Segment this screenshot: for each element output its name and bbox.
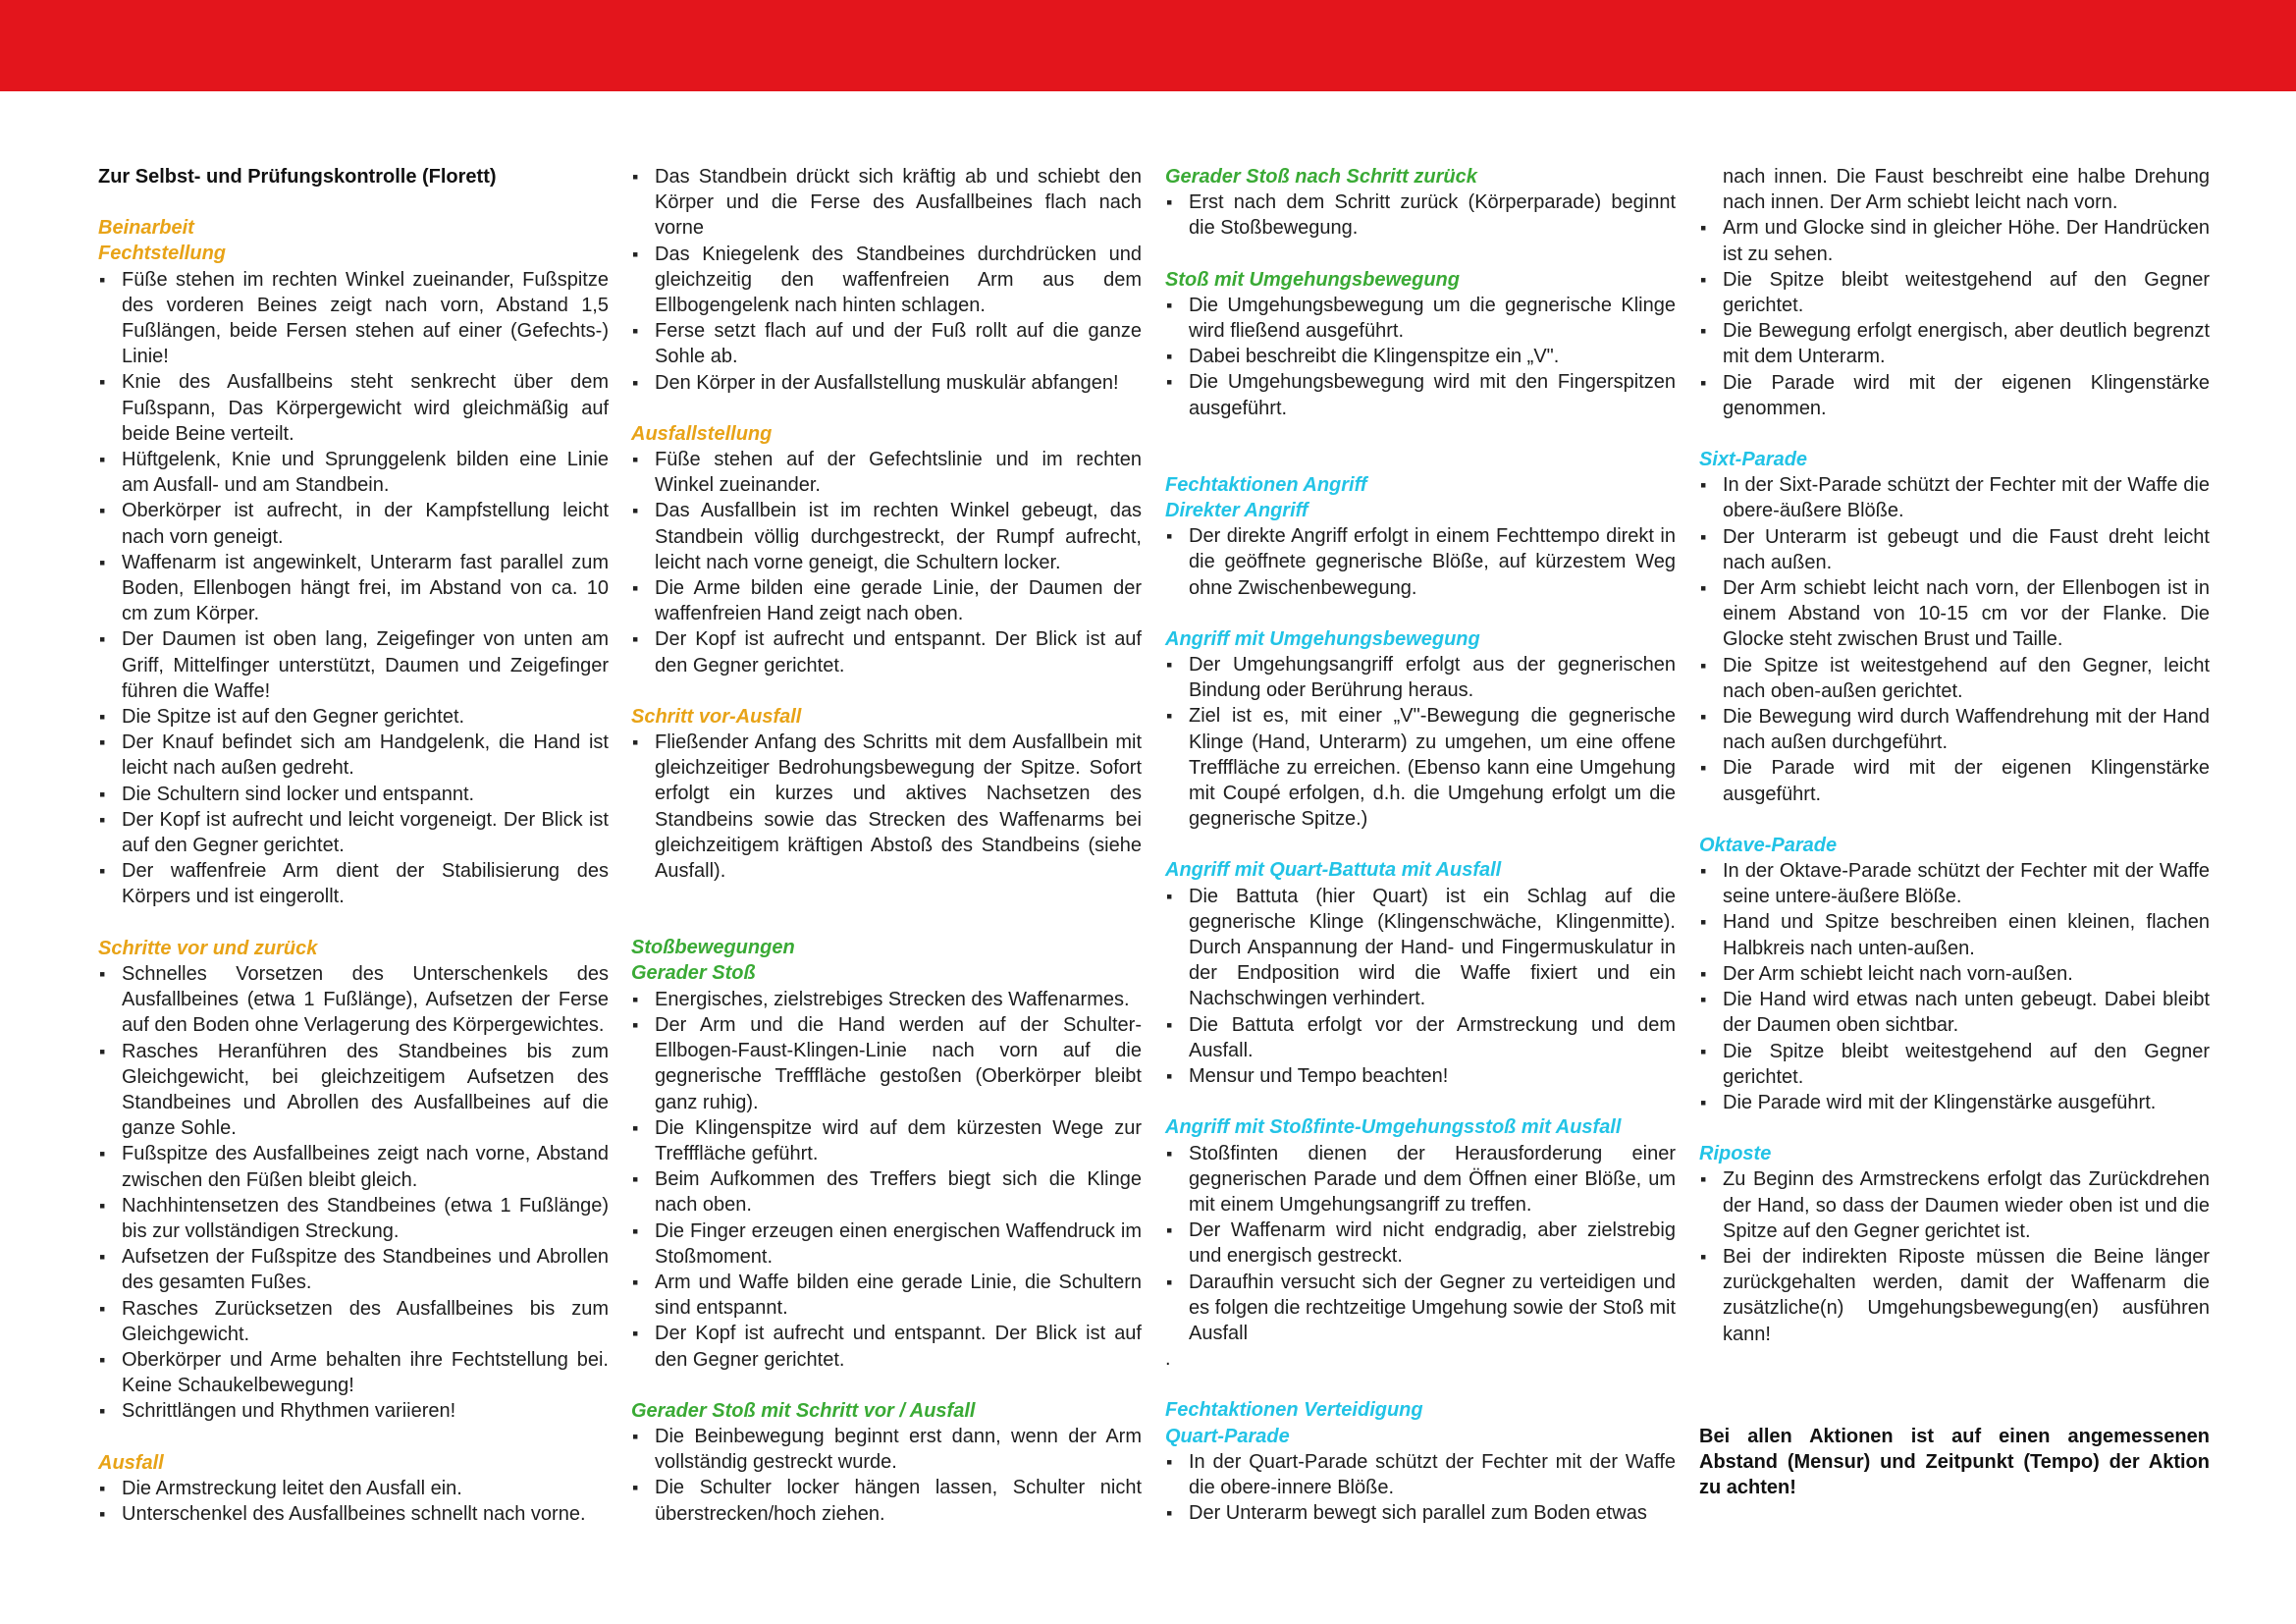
list-ausfall bbox=[98, 1476, 609, 1527]
list-item: ▪ Den Körper in der Ausfallstellung muskulär abfangen! bbox=[631, 370, 1142, 396]
list-item: ▪ Der Unterarm ist gebeugt und die Faust dreht leicht nach außen. bbox=[1699, 524, 2210, 575]
list-item: ▪ Rasches Heranführen des Standbeines bis zum Gleichgewicht, bei gleichzeitigem Aufsetzen des Standbeines und Abrollen des Ausfallbeines auf die ganze Sohle. bbox=[98, 1039, 609, 1142]
heading-beinarbeit: Beinarbeit bbox=[98, 217, 194, 240]
list-item: ▪ Arm und Waffe bilden eine gerade Linie, die Schultern sind entspannt. bbox=[631, 1270, 1142, 1321]
list-item: ▪ Die Umgehungsbewegung um die gegnerische Klinge wird fließend ausgeführt. bbox=[1165, 293, 1676, 344]
list-quart-parade-more bbox=[1699, 215, 2210, 421]
list-fechtstellung bbox=[98, 267, 609, 910]
list-item: ▪ Schrittlängen und Rhythmen variieren! bbox=[98, 1398, 609, 1424]
list-item: ▪ Erst nach dem Schritt zurück (Körperparade) beginnt die Stoßbewegung. bbox=[1165, 189, 1676, 241]
heading-ausfallstellung: Ausfallstellung bbox=[631, 422, 773, 445]
list-item: ▪ Zu Beginn des Armstreckens erfolgt das Zurückdrehen der Hand, so dass der Daumen wieder oben ist und die Spitze auf den Gegner gerichtet ist. bbox=[1699, 1166, 2210, 1244]
list-item: ▪ Energisches, zielstrebiges Strecken des Waffenarmes. bbox=[631, 987, 1142, 1012]
list-item: ▪ Schnelles Vorsetzen des Unterschenkels des Ausfallbeines (etwa 1 Fußlänge), Aufsetzen der Ferse auf den Boden ohne Verlagerung des Körpergewichtes. bbox=[98, 961, 609, 1039]
heading-gerader-stoss-schritt-vor: Gerader Stoß mit Schritt vor / Ausfall bbox=[631, 1399, 976, 1422]
list-item: ▪ Der Kopf ist aufrecht und leicht vorgeneigt. Der Blick ist auf den Gegner gerichtet. bbox=[98, 807, 609, 858]
list-item: ▪ Daraufhin versucht sich der Gegner zu verteidigen und es folgen die rechtzeitige Umgehung sowie der Stoß mit Ausfall bbox=[1165, 1270, 1676, 1347]
heading-direkter-angriff: Direkter Angriff bbox=[1165, 500, 1308, 522]
list-oktave-parade bbox=[1699, 858, 2210, 1115]
top-red-bar bbox=[0, 0, 2296, 91]
list-schritte bbox=[98, 961, 609, 1425]
list-item: ▪ Der Umgehungsangriff erfolgt aus der gegnerischen Bindung oder Berührung heraus. bbox=[1165, 652, 1676, 703]
list-item: ▪ Die Parade wird mit der eigenen Klingenstärke genommen. bbox=[1699, 370, 2210, 421]
list-item: ▪ In der Oktave-Parade schützt der Fechter mit der Waffe seine untere-äußere Blöße. bbox=[1699, 858, 2210, 909]
list-angriff-umgehung bbox=[1165, 652, 1676, 832]
list-stossfinte bbox=[1165, 1141, 1676, 1347]
heading-fechtaktionen-verteidigung: Fechtaktionen Verteidigung bbox=[1165, 1399, 1423, 1422]
list-riposte bbox=[1699, 1166, 2210, 1346]
list-item: ▪ Der Unterarm bewegt sich parallel zum Boden etwas bbox=[1165, 1500, 1676, 1526]
list-quart-battuta bbox=[1165, 884, 1676, 1090]
list-gerader-stoss-zurueck bbox=[1165, 189, 1676, 241]
heading-riposte: Riposte bbox=[1699, 1143, 1772, 1165]
heading-schritt-vor-ausfall: Schritt vor-Ausfall bbox=[631, 705, 802, 728]
list-item: ▪ Die Battuta erfolgt vor der Armstreckung und dem Ausfall. bbox=[1165, 1012, 1676, 1063]
heading-angriff-umgehung: Angriff mit Umgehungsbewegung bbox=[1165, 627, 1480, 650]
list-item: ▪ Die Klingenspitze wird auf dem kürzesten Wege zur Trefffläche geführt. bbox=[631, 1115, 1142, 1166]
list-item: ▪ Bei der indirekten Riposte müssen die Beine länger zurückgehalten werden, damit der Waffenarm die zusätzliche(n) Umgehungsbewegung(en) ausführen kann! bbox=[1699, 1244, 2210, 1347]
list-item: ▪ Das Ausfallbein ist im rechten Winkel gebeugt, das Standbein völlig durchgestreckt, der Rumpf aufrecht, leicht nach vorne geneigt, die Schultern locker. bbox=[631, 498, 1142, 575]
list-item: ▪ Der Waffenarm wird nicht endgradig, aber zielstrebig und energisch gestreckt. bbox=[1165, 1218, 1676, 1269]
final-note: Bei allen Aktionen ist auf einen angemessenen Abstand (Mensur) und Zeitpunkt (Tempo) der Aktion zu achten! bbox=[1699, 1425, 2210, 1499]
list-item: ▪ Unterschenkel des Ausfallbeines schnellt nach vorne. bbox=[98, 1501, 609, 1527]
list-item: ▪ Der Daumen ist oben lang, Zeigefinger von unten am Griff, Mittelfinger unterstützt, Daumen und Zeigefinger führen die Waffe! bbox=[98, 626, 609, 704]
list-item: ▪ Nachhintensetzen des Standbeines (etwa 1 Fußlänge) bis zur vollständigen Streckung. bbox=[98, 1193, 609, 1244]
list-item: ▪ Waffenarm ist angewinkelt, Unterarm fast parallel zum Boden, Ellenbogen hängt frei, im Abstand von ca. 10 cm zum Körper. bbox=[98, 550, 609, 627]
list-item: ▪ Stoßfinten dienen der Herausforderung einer gegnerischen Parade und dem Öffnen einer Blöße, um mit einem Umgehungsangriff zu treffen. bbox=[1165, 1141, 1676, 1218]
quart-parade-continued: nach innen. Die Faust beschreibt eine halbe Drehung nach innen. Der Arm schiebt leicht nach vorn. bbox=[1723, 166, 2210, 214]
list-item: ▪ Die Battuta (hier Quart) ist ein Schlag auf die gegnerische Klinge (Klingenschwäche, Klingenmitte). Durch Anspannung der Hand- und Fingermuskulatur in der Endposition wird die Waffe fixiert und ein Nachschwingen verhindert. bbox=[1165, 884, 1676, 1012]
list-item: ▪ Die Spitze ist auf den Gegner gerichtet. bbox=[98, 704, 609, 730]
list-item: ▪ Die Parade wird mit der Klingenstärke ausgeführt. bbox=[1699, 1090, 2210, 1115]
heading-oktave-parade: Oktave-Parade bbox=[1699, 834, 1838, 856]
list-gerader-stoss-schritt-vor bbox=[631, 1424, 1142, 1527]
column-4 bbox=[1699, 164, 2210, 1500]
list-item: ▪ Die Schultern sind locker und entspannt. bbox=[98, 782, 609, 807]
list-item: ▪ Das Standbein drückt sich kräftig ab und schiebt den Körper und die Ferse des Ausfallbeines flach nach vorne bbox=[631, 164, 1142, 242]
list-item: ▪ Ziel ist es, mit einer „V"-Bewegung die gegnerische Klinge (Hand, Unterarm) zu umgehen, um eine offene Trefffläche zu erreichen. (Ebenso kann eine Umgehung mit Coupé erfolgen, d.h. die Umgehung erfolgt um die gegnerische Spitze.) bbox=[1165, 703, 1676, 832]
heading-sixt-parade: Sixt-Parade bbox=[1699, 449, 1808, 471]
list-item: ▪ Die Spitze ist weitestgehend auf den Gegner, leicht nach oben-außen gerichtet. bbox=[1699, 653, 2210, 704]
list-item: ▪ Mensur und Tempo beachten! bbox=[1165, 1063, 1676, 1089]
list-item: ▪ In der Sixt-Parade schützt der Fechter mit der Waffe die obere-äußere Blöße. bbox=[1699, 472, 2210, 523]
list-item: ▪ Die Hand wird etwas nach unten gebeugt. Dabei bleibt der Daumen oben sichtbar. bbox=[1699, 987, 2210, 1038]
list-item: ▪ Arm und Glocke sind in gleicher Höhe. Der Handrücken ist zu sehen. bbox=[1699, 215, 2210, 266]
list-sixt-parade bbox=[1699, 472, 2210, 807]
heading-ausfall: Ausfall bbox=[98, 1451, 164, 1474]
heading-quart-parade: Quart-Parade bbox=[1165, 1425, 1290, 1447]
heading-quart-battuta: Angriff mit Quart-Battuta mit Ausfall bbox=[1165, 859, 1502, 882]
list-item: ▪ Die Parade wird mit der eigenen Klingenstärke ausgeführt. bbox=[1699, 755, 2210, 806]
list-item: ▪ Der Arm schiebt leicht nach vorn, der Ellenbogen ist in einem Abstand von 10-15 cm vor der Flanke. Die Glocke steht zwischen Brust und Taille. bbox=[1699, 575, 2210, 653]
list-direkter-angriff bbox=[1165, 523, 1676, 601]
list-item: ▪ Die Bewegung wird durch Waffendrehung mit der Hand nach außen durchgeführt. bbox=[1699, 704, 2210, 755]
list-gerader-stoss bbox=[631, 987, 1142, 1373]
list-item: ▪ Fließender Anfang des Schritts mit dem Ausfallbein mit gleichzeitiger Bedrohungsbewegung der Spitze. Sofort erfolgt ein kurzes und aktives Nachsetzen des Standbeins sowie das Strecken des Waffenarms bei gleichzeitigem kräftigen Abstoß des Standbeins (siehe Ausfall). bbox=[631, 730, 1142, 884]
heading-gerader-stoss-zurueck: Gerader Stoß nach Schritt zurück bbox=[1165, 166, 1477, 188]
list-item: ▪ Aufsetzen der Fußspitze des Standbeines und Abrollen des gesamten Fußes. bbox=[98, 1244, 609, 1295]
list-item: ▪ Die Armstreckung leitet den Ausfall ein. bbox=[98, 1476, 609, 1501]
list-item: ▪ Füße stehen auf der Gefechtslinie und im rechten Winkel zueinander. bbox=[631, 447, 1142, 498]
list-item: ▪ Knie des Ausfallbeins steht senkrecht über dem Fußspann, Das Körpergewicht wird gleichmäßig auf beide Beine verteilt. bbox=[98, 369, 609, 447]
list-item: ▪ Die Schulter locker hängen lassen, Schulter nicht überstrecken/hoch ziehen. bbox=[631, 1475, 1142, 1526]
list-item: ▪ Die Spitze bleibt weitestgehend auf den Gegner gerichtet. bbox=[1699, 1039, 2210, 1090]
list-stoss-umgehung bbox=[1165, 293, 1676, 421]
heading-stossfinte: Angriff mit Stoßfinte-Umgehungsstoß mit Ausfall bbox=[1165, 1116, 1622, 1139]
list-item: ▪ Der direkte Angriff erfolgt in einem Fechttempo direkt in die geöffnete gegnerische Blöße, auf kürzestem Weg ohne Zwischenbewegung. bbox=[1165, 523, 1676, 601]
stray-dot: . bbox=[1165, 1348, 1171, 1371]
list-item: ▪ Die Bewegung erfolgt energisch, aber deutlich begrenzt mit dem Unterarm. bbox=[1699, 318, 2210, 369]
heading-schritte: Schritte vor und zurück bbox=[98, 937, 318, 959]
list-ausfall-continued bbox=[631, 164, 1142, 396]
document-title: Zur Selbst- und Prüfungskontrolle (Florett) bbox=[98, 166, 497, 188]
list-item: ▪ Der Knauf befindet sich am Handgelenk, die Hand ist leicht nach außen gedreht. bbox=[98, 730, 609, 781]
list-ausfallstellung bbox=[631, 447, 1142, 678]
list-item: ▪ Füße stehen im rechten Winkel zueinander, Fußspitze des vorderen Beines zeigt nach vorn, Abstand 1,5 Fußlängen, beide Fersen stehen auf einer (Gefechts-) Linie! bbox=[98, 267, 609, 370]
list-item: ▪ In der Quart-Parade schützt der Fechter mit der Waffe die obere-innere Blöße. bbox=[1165, 1449, 1676, 1500]
heading-stoss-umgehung: Stoß mit Umgehungsbewegung bbox=[1165, 268, 1460, 291]
list-item: ▪ Die Spitze bleibt weitestgehend auf den Gegner gerichtet. bbox=[1699, 267, 2210, 318]
list-item: ▪ Das Kniegelenk des Standbeines durchdrücken und gleichzeitig den waffenfreien Arm aus dem Ellbogengelenk nach hinten schlagen. bbox=[631, 242, 1142, 319]
list-item: ▪ Hüftgelenk, Knie und Sprunggelenk bilden eine Linie am Ausfall- und am Standbein. bbox=[98, 447, 609, 498]
list-item: ▪ Der waffenfreie Arm dient der Stabilisierung des Körpers und ist eingerollt. bbox=[98, 858, 609, 909]
list-item: ▪ Oberkörper ist aufrecht, in der Kampfstellung leicht nach vorn geneigt. bbox=[98, 498, 609, 549]
heading-stossbewegungen: Stoßbewegungen bbox=[631, 937, 795, 959]
heading-gerader-stoss: Gerader Stoß bbox=[631, 962, 756, 985]
list-item: ▪ Der Arm und die Hand werden auf der Schulter-Ellbogen-Faust-Klingen-Linie nach vorn auf die gegnerische Trefffläche gestoßen (Oberkörper bleibt ganz ruhig). bbox=[631, 1012, 1142, 1115]
list-item: ▪ Hand und Spitze beschreiben einen kleinen, flachen Halbkreis nach unten-außen. bbox=[1699, 909, 2210, 960]
list-item: ▪ Beim Aufkommen des Treffers biegt sich die Klinge nach oben. bbox=[631, 1166, 1142, 1218]
list-item: ▪ Die Umgehungsbewegung wird mit den Fingerspitzen ausgeführt. bbox=[1165, 369, 1676, 420]
list-item: ▪ Der Arm schiebt leicht nach vorn-außen. bbox=[1699, 961, 2210, 987]
heading-fechtstellung: Fechtstellung bbox=[98, 243, 227, 265]
list-item: ▪ Rasches Zurücksetzen des Ausfallbeines bis zum Gleichgewicht. bbox=[98, 1296, 609, 1347]
list-item: ▪ Ferse setzt flach auf und der Fuß rollt auf die ganze Sohle ab. bbox=[631, 318, 1142, 369]
heading-fechtaktionen-angriff: Fechtaktionen Angriff bbox=[1165, 473, 1367, 496]
list-item: ▪ Die Finger erzeugen einen energischen Waffendruck im Stoßmoment. bbox=[631, 1218, 1142, 1270]
list-quart-parade bbox=[1165, 1449, 1676, 1527]
list-item: ▪ Oberkörper und Arme behalten ihre Fechtstellung bei. Keine Schaukelbewegung! bbox=[98, 1347, 609, 1398]
list-item: ▪ Fußspitze des Ausfallbeines zeigt nach vorne, Abstand zwischen den Füßen bleibt gleich. bbox=[98, 1141, 609, 1192]
column-1 bbox=[98, 164, 609, 1527]
list-item: ▪ Dabei beschreibt die Klingenspitze ein „V". bbox=[1165, 344, 1676, 369]
column-2 bbox=[631, 164, 1142, 1527]
list-item: ▪ Die Arme bilden eine gerade Linie, der Daumen der waffenfreien Hand zeigt nach oben. bbox=[631, 575, 1142, 626]
list-item: ▪ Die Beinbewegung beginnt erst dann, wenn der Arm vollständig gestreckt wurde. bbox=[631, 1424, 1142, 1475]
list-item: ▪ Der Kopf ist aufrecht und entspannt. Der Blick ist auf den Gegner gerichtet. bbox=[631, 1321, 1142, 1372]
column-3 bbox=[1165, 164, 1676, 1526]
list-schritt-vor-ausfall bbox=[631, 730, 1142, 884]
list-item: ▪ Der Kopf ist aufrecht und entspannt. Der Blick ist auf den Gegner gerichtet. bbox=[631, 626, 1142, 677]
